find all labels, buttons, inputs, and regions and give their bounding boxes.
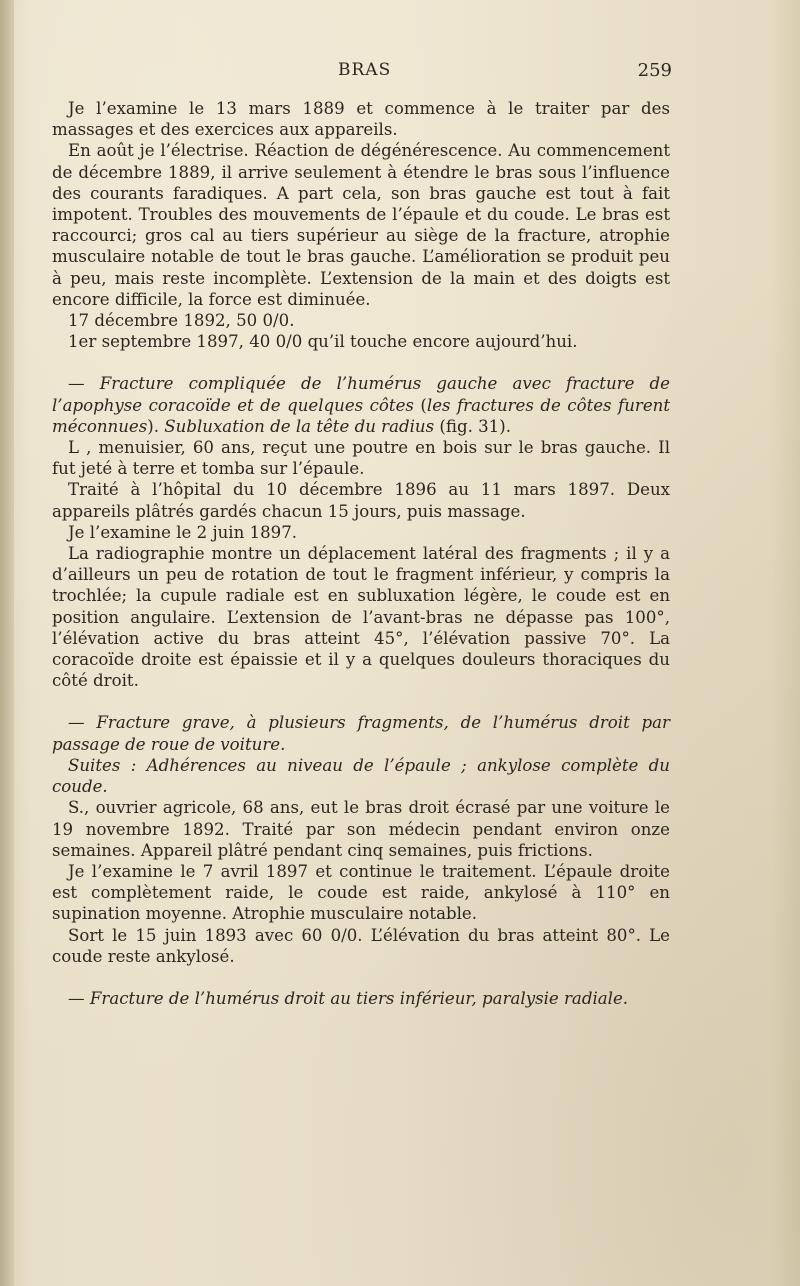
case3-suites: Suites : Adhérences au niveau de l’épaule ; ankylose complète du coude. (52, 755, 670, 797)
case4-heading (52, 988, 670, 1009)
page-header (52, 60, 672, 84)
case3-heading (52, 712, 670, 754)
case2-heading-paren-close: ). (147, 416, 165, 436)
case4-heading-dash: — (68, 988, 90, 1008)
case2-heading-title: Fracture compliquée de l’humérus gauche avec fracture de l’apophyse coracoïde et de quelques côtes (52, 374, 670, 415)
case3-paragraph-2: Je l’examine le 7 avril 1897 et continue le traitement. L’épaule droite est complètement raide, le coude est raide, ankylosé à 110° en supination moyenne. Atrophie musculaire notable. (52, 861, 670, 924)
case2-heading-dash: — (68, 374, 100, 394)
section-spacer (52, 967, 670, 988)
case3-heading-title: Fracture grave, à plusieurs fragments, de l’humérus droit par passage de roue de voiture. (52, 713, 670, 754)
case3-heading-dash: — (68, 713, 97, 733)
case2-heading (52, 373, 670, 437)
page-binding-edge (0, 0, 14, 1286)
case2-heading-note: les fractures de côtes furent méconnues (52, 395, 670, 436)
section-spacer (52, 352, 670, 373)
case1-paragraph-1: Je l’examine le 13 mars 1889 et commence à le traiter par des massages et des exercices aux appareils. (52, 99, 670, 140)
case2-paragraph-4: La radiographie montre un déplacement latéral des fragments ; il y a d’ailleurs un peu de rotation de tout le fragment inférieur, y compris la trochlée; la cupule radiale est en subluxation légère, le coude est en position angulaire. L’extension de l’avant-bras ne dépasse pas 100°, l’élévation active du bras atteint 45°, l’élévation passive 70°. La coracoïde droite est épaissie et il y a quelques douleurs thoraciques du côté droit. (52, 544, 670, 691)
page-body (52, 98, 670, 1009)
case2-paragraph-1: L , menuisier, 60 ans, reçut une poutre en bois sur le bras gauche. Il fut jeté à terre et tomba sur l’épaule. (52, 438, 670, 479)
page-number: 259 (637, 60, 672, 81)
case1-paragraph-4: 1er septembre 1897, 40 0/0 qu’il touche encore aujourd’hui. (68, 332, 578, 352)
case4-heading-title: Fracture de l’humérus droit au tiers inférieur, paralysie radiale. (89, 988, 629, 1008)
case2-heading-figure-ref: (fig. 31). (434, 416, 511, 436)
case3-paragraph-1: S., ouvrier agricole, 68 ans, eut le bras droit écrasé par une voiture le 19 novembre 1892. Traité par son médecin pendant environ onze semaines. Appareil plâtré pendant cinq semaines, puis frictions. (52, 798, 670, 860)
case3-paragraph-3: Sort le 15 juin 1893 avec 60 0/0. L’élévation du bras atteint 80°. Le coude reste ankylosé. (52, 925, 670, 966)
case1-paragraph-3: 17 décembre 1892, 50 0/0. (68, 311, 295, 331)
case1-paragraph-2: En août je l’électrise. Réaction de dégénérescence. Au commencement de décembre 1889, il arrive seulement à étendre le bras sous l’influence des courants faradiques. A part cela, son bras gauche est tout à fait impotent. Troubles des mouvements de l’épaule et du coude. Le bras est raccourci; gros cal au tiers supérieur au siège de la fracture, atrophie musculaire notable de tout le bras gauche. L’amélioration se produit peu à peu, mais reste incomplète. L’extension de la main et des doigts est encore difficile, la force est diminuée. (52, 141, 670, 309)
case2-paragraph-3: Je l’examine le 2 juin 1897. (68, 522, 298, 542)
running-title: BRAS (338, 60, 392, 80)
section-spacer (52, 691, 670, 712)
case2-heading-paren-open: ( (413, 395, 427, 415)
case2-heading-subluxation: Subluxation de la tête du radius (164, 416, 435, 436)
case2-paragraph-2: Traité à l’hôpital du 10 décembre 1896 au 11 mars 1897. Deux appareils plâtrés gardés chacun 15 jours, puis massage. (52, 480, 670, 521)
